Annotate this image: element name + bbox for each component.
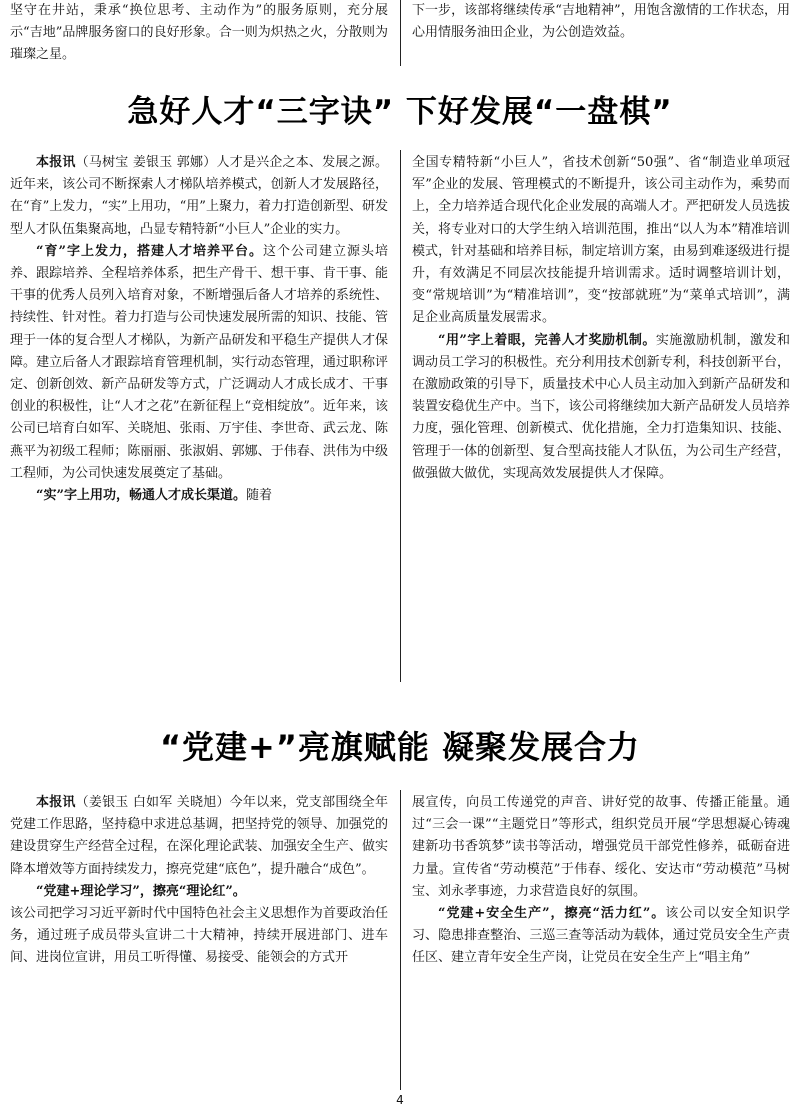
- article1-section2-text-continued: 全国专精特新“小巨人”，省技术创新“50强”、省“制造业单项冠军”企业的发展、管理模式的不断提升，该公司主动作为，乘势而上，全力培养适合现代化企业发展的高端人才。严把研发人员选拔关，将专业对口的大学生纳入培训范围，推出“以人为本”精准培训模式，针对基础和培养目标，制定培训方案，由易到难逐级进行提升，有效满足不同层次技能提升培训需求。适时调整培训计划，变“常规培训”为“精准培训”，变“按部就班”为“菜单式培训”，满足企业高质量发展需求。: [412, 155, 790, 326]
- article2-section1-text-start: 该公司把学习习近平新时代中国特色社会主义思想作为首要政治任务，通过班子成员带头宣讲二十大精神，持续开展进部门、进车间、进岗位宣讲，用员工听得懂、易接受、能领会的方式开: [10, 906, 388, 966]
- column-divider-article1: [400, 150, 401, 682]
- article1-section3-title: “用”字上着眼，完善人才奖励机制。: [438, 332, 656, 348]
- article1-section1-paragraph: [10, 241, 388, 485]
- article2-right-column: [412, 792, 790, 970]
- top-right-text: 下一步，该部将继续传承“吉地精神”，用饱含激情的工作状态，用心用情服务油田企业，为公创造效益。: [412, 3, 790, 41]
- article1-headline: 急好人才“三字诀” 下好发展“一盘棋”: [127, 94, 673, 130]
- article2-left-column: [10, 792, 388, 970]
- article1-section3-text: 实施激励机制，激发和调动员工学习的积极性。充分利用技术创新专利，科技创新平台，在激励政策的引导下，质量技术中心人员主动加入到新产品研发和装置安稳优生产中。当下，该公司将继续加大新产品研发人员培养力度，强化管理、创新模式、优化措施，全力打造集知识、技能、管理于一体的创新型、复合型高技能人才队伍，为公司生产经营，做强做大做优，实现高效发展提供人才保障。: [412, 332, 790, 481]
- article1-right-column: [412, 152, 790, 485]
- article2-section1-heading-paragraph: [10, 881, 388, 903]
- article1-section2-title: “实”字上用功，畅通人才成长渠道。: [36, 488, 246, 504]
- article1-lead-paragraph: [10, 152, 388, 241]
- article1-section3-paragraph: [412, 330, 790, 485]
- article2-lead-paragraph: [10, 792, 388, 881]
- article2-headline: “党建+”亮旗赋能 凝聚发展合力: [159, 728, 641, 766]
- article1-section2-text-start: 随着: [245, 488, 272, 504]
- article1-section1-title: “育”字上发力，搭建人才培养平台。: [36, 243, 263, 259]
- article2-section2-paragraph: [412, 903, 790, 970]
- article1-section2-paragraph: [10, 485, 388, 507]
- article1-section1-text: 这个公司建立源头培养、跟踪培养、全程培养体系，把生产骨干、想干事、肯干事、能干事的优秀人员列入培育对象，不断增强后备人才培养的系统性、持续性、针对性。着力打造与公司快速发展所需的知识、技能、管理于一体的复合型人才梯队，为新产品研发和平稳生产提供人才保障。建立后备人才跟踪培育管理机制，实行动态管理，通过职称评定、创新创效、新产品研发等方式，广泛调动人才成长成才、干事创业的积极性，让“人才之花”在新征程上“竞相绽放”。近年来，该公司已培育白如军、关晓旭、张雨、万宇佳、李世奇、武云龙、陈燕平为初级工程师；陈丽丽、张淑娟、郭娜、于伟春、洪伟为中级工程师，为公司快速发展奠定了基础。: [10, 243, 388, 481]
- column-divider-top: [400, 0, 401, 66]
- top-left-text: 坚守在井站，秉承“换位思考、主动作为”的服务原则，充分展示“吉地”品牌服务窗口的良好形象。合一则为炽热之火，分散则为璀璨之星。: [10, 3, 388, 63]
- top-left-column: [10, 0, 388, 67]
- article1-lead-text: （马树宝 姜银玉 郭娜）人才是兴企之本、发展之源。近年来，该公司不断探索人才梯队培养模式，创新人才发展路径，在“育”上发力，“实”上用功，“用”上聚力，着力打造创新型、研发型人才队伍集聚高地，凸显专精特新“小巨人”企业的实力。: [10, 155, 388, 237]
- top-right-column: [412, 0, 790, 44]
- article1-lead-label: 本报讯: [36, 155, 76, 170]
- article2-section1-title: “党建+理论学习”，擦亮“理论红”。: [36, 883, 246, 899]
- article2-section2-title: “党建+安全生产”，擦亮“活力红”。: [438, 906, 666, 922]
- article2-lead-text: （姜银玉 白如军 关晓旭）今年以来，党支部围绕全年党建工作思路，坚持稳中求进总基调，把坚持党的领导、加强党的建设贯穿生产经营全过程，在深化理论武装、加强安全生产、做实降本增效等方面持续发力，擦亮党建“底色”，提升融合“成色”。: [10, 795, 388, 877]
- page-number: 4: [396, 1093, 404, 1107]
- column-divider-article2: [400, 790, 401, 1090]
- article2-section2-text: 该公司以安全知识学习、隐患排查整治、三巡三查等活动为载体，通过党员安全生产责任区、建立青年安全生产岗，让党员在安全生产上“唱主角”: [412, 906, 790, 966]
- article2-section1-text-continued: 展宣传，向员工传递党的声音、讲好党的故事、传播正能量。通过“三会一课”“主题党日”等形式，组织党员开展“学思想凝心铸魂 建新功书香筑梦”读书等活动，增强党员干部党性修养，砥砺奋进力量。宣传省“劳动模范”于伟春、绥化、安达市“劳动模范”马树宝、刘永孝事迹，力求营造良好的氛围。: [412, 795, 790, 899]
- article2-lead-label: 本报讯: [36, 795, 76, 810]
- article1-left-column: [10, 152, 388, 507]
